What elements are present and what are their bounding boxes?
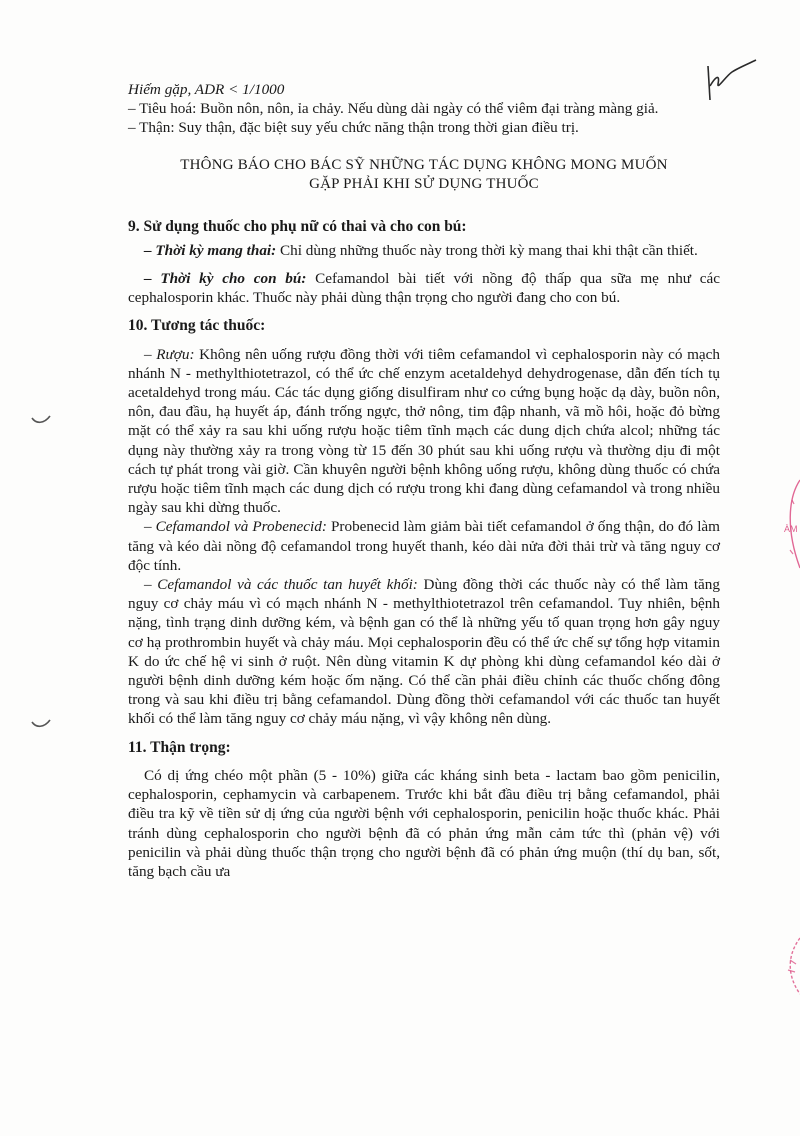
section-10-probenecid (128, 517, 720, 575)
alcohol-text: Không nên uống rượu đồng thời với tiêm cefamandol vì cephalosporin này có mạch nhánh N - methylthiotetrazol, có thể ức chế enzym acetaldehyd dehydrogenase, dẫn đến tích tụ acetaldehyd trong máu. Các tác dụng giống disulfiram như co cứng bụng hoặc dạ dày, buồn nôn, nôn, đau đầu, hạ huyết áp, đánh trống ngực, thở nông, tim đập nhanh, vã mồ hôi, hoặc đỏ bừng mặt có thể xảy ra sau khi uống rượu hoặc tiêm tĩnh mạch các dung dịch chứa alcol; những tác dụng này thường xảy ra trong vòng từ 15 đến 30 phút sau khi uống rượu và thường dịu đi một cách tự phát trong vài giờ. Cần khuyên người bệnh không uống rượu, không dùng thuốc có chứa rượu hoặc tiêm tĩnh mạch các dung dịch có rượu trong khi đang dùng cefamandol và trong nhiều ngày sau khi dừng thuốc. (128, 345, 720, 517)
document-body (128, 80, 720, 881)
pregnancy-label: – Thời kỳ mang thai: (144, 241, 277, 259)
rare-item-kidney: – Thận: Suy thận, đặc biệt suy yếu chức năng thận trong thời gian điều trị. (128, 119, 579, 137)
svg-text:ÀM: ÀM (784, 524, 798, 534)
punch-hole-mark (30, 714, 52, 730)
rare-item-digestive: – Tiêu hoá: Buồn nôn, nôn, ỉa chảy. Nếu dùng dài ngày có thể viêm đại tràng màng giả. (128, 100, 659, 118)
breastfeeding-text: Cefamandol bài tiết với nồng độ thấp qua sữa mẹ như các cephalosporin khác. Thuốc này phải dùng thận trọng cho người đang cho con bú. (128, 270, 720, 307)
section-11-title: 11. Thận trọng: (128, 738, 231, 756)
thrombolytics-label: – Cefamandol và các thuốc tan huyết khối: (144, 576, 418, 594)
probenecid-label: – Cefamandol và Probenecid: (144, 518, 327, 536)
pregnancy-text: Chỉ dùng những thuốc này trong thời kỳ mang thai khi thật cần thiết. (276, 241, 698, 259)
notice-line: GẶP PHẢI KHI SỬ DỤNG THUỐC (309, 176, 539, 193)
section-9-pregnancy (128, 241, 720, 260)
alcohol-label: – Rượu: (144, 345, 195, 363)
section-10-thrombolytics (128, 575, 720, 729)
notice-line: THÔNG BÁO CHO BÁC SỸ NHỮNG TÁC DỤNG KHÔNG MONG MUỐN (180, 156, 668, 173)
section-10-title: 10. Tương tác thuốc: (128, 317, 266, 335)
section-10-alcohol (128, 345, 720, 518)
rare-heading: Hiếm gặp, ADR < 1/1000 (128, 81, 285, 98)
stamp-fragment (770, 930, 800, 1000)
punch-hole-mark (30, 410, 52, 426)
section-11-text: Có dị ứng chéo một phần (5 - 10%) giữa các kháng sinh beta - lactam bao gồm penicilin, cephalosporin, cephamycin và carbapenem. Trước khi bắt đầu điều trị bằng cefamandol, phải điều tra kỹ về tiền sử dị ứng của người bệnh với cephalosporin, penicilin hoặc thuốc khác. Phải tránh dùng cephalosporin cho người bệnh đã có phản ứng mẫn cảm tức thì (phản vệ) với penicilin và phải dùng thuốc thận trọng cho người bệnh đã có phản ứng muộn (thí dụ ban, sốt, tăng bạch cầu ưa (128, 766, 720, 880)
section-9-breastfeeding (128, 269, 720, 307)
section-9-title: 9. Sử dụng thuốc cho phụ nữ có thai và cho con bú: (128, 217, 467, 235)
breastfeeding-label: – Thời kỳ cho con bú: (144, 270, 307, 288)
thrombolytics-text: Dùng đồng thời các thuốc này có thể làm tăng nguy cơ chảy máu vì có mạch nhánh N - methylthiotetrazol trên cefamandol. Tuy nhiên, bệnh nặng, tình trạng dinh dưỡng kém, và bệnh gan có thể là những yếu tố quan trọng hơn gây nguy cơ hạ prothrombin huyết và chảy máu. Mọi cephalosporin đều có thể ức chế sự tổng hợp vitamin K do ức chế hệ vi sinh ở ruột. Nên dùng vitamin K dự phòng khi dùng cefamandol kéo dài ở người bệnh dinh dưỡng kém hoặc ốm nặng. Có thể cần phải điều chỉnh các thuốc chống đông trong và sau khi điều trị bằng cefamandol. Dùng đồng thời cefamandol với các thuốc tan huyết khối có thể làm tăng nguy cơ chảy máu nặng, vì vậy không nên dùng. (128, 576, 720, 728)
notice-block (128, 156, 720, 195)
stamp-fragment (766, 470, 800, 580)
probenecid-text: Probenecid làm giảm bài tiết cefamandol ở ống thận, do đó làm tăng và kéo dài nồng độ cefamandol trong huyết thanh, kéo dài nửa đời thải trừ và tăng nguy cơ độc tính. (128, 518, 720, 574)
